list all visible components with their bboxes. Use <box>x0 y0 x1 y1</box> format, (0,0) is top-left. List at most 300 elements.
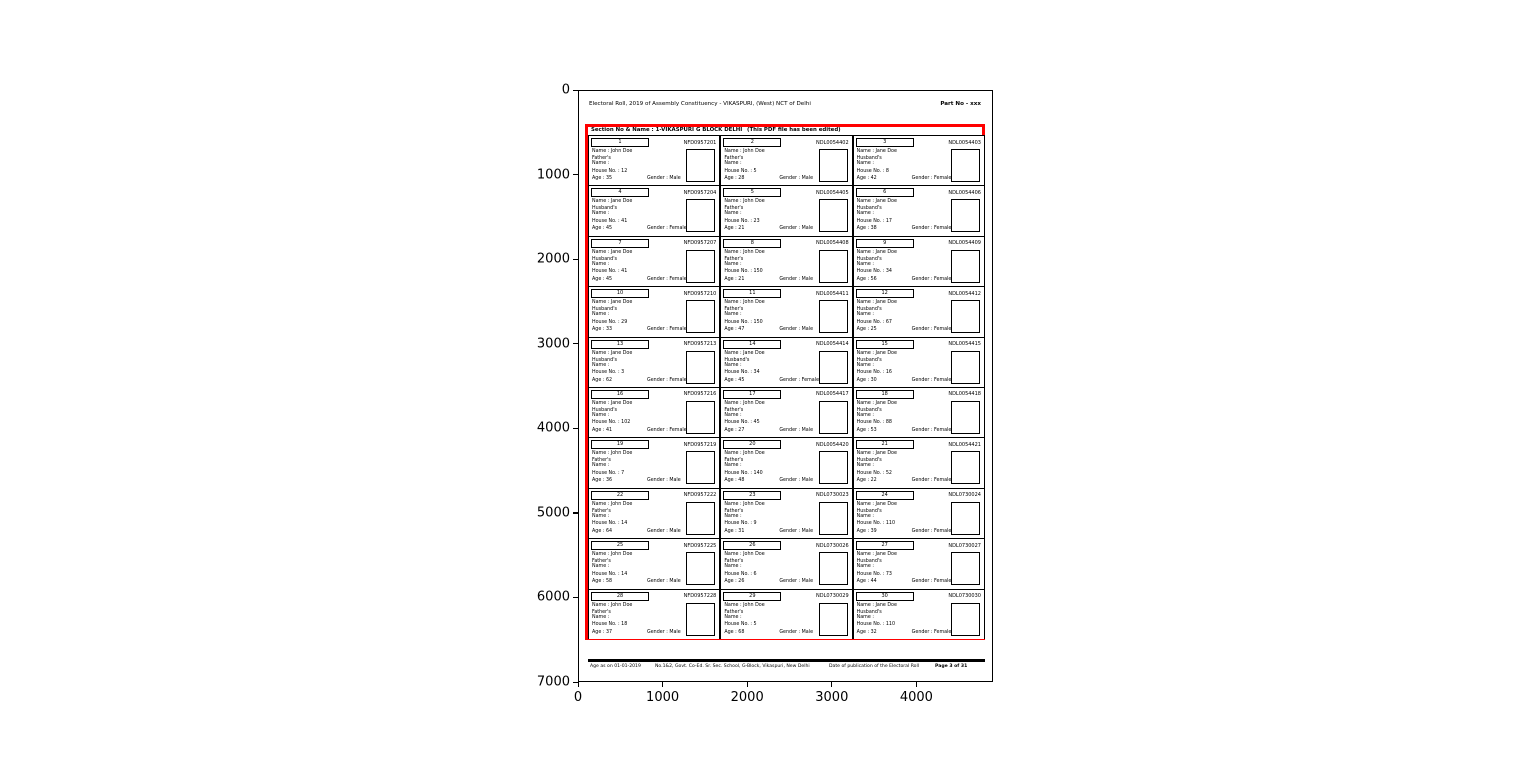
part-number: Part No - xxx <box>940 101 981 107</box>
voter-gender: Gender : Female <box>647 276 687 282</box>
voter-name: Name : Jane Doe <box>724 350 765 356</box>
photo-box <box>819 401 848 434</box>
relation-name-label: Name : <box>724 161 742 166</box>
relation-name-label: Name : <box>856 412 874 418</box>
voter-card <box>720 186 852 235</box>
relation-name-label: Name : <box>724 412 742 418</box>
relation-label: Father's <box>724 458 744 464</box>
voter-card <box>720 489 852 538</box>
serial-number-box: 6 <box>856 188 914 197</box>
voter-age: Age : 25 <box>856 327 877 333</box>
relation-label: Husband's <box>856 458 882 464</box>
relation-label: Husband's <box>592 256 618 262</box>
photo-box <box>951 603 980 636</box>
house-number: House No. : 150 <box>724 269 763 275</box>
epic-number: NDL0730027 <box>948 542 981 549</box>
document-title: Electoral Roll, 2019 of Assembly Constituency - VIKASPURI, (West) NCT of Delhi <box>589 101 811 107</box>
photo-box <box>951 502 980 535</box>
relation-name-label: Name : <box>592 513 610 519</box>
voter-gender: Gender : Male <box>779 629 814 635</box>
epic-number: NDL0730029 <box>816 593 849 600</box>
photo-box <box>951 351 980 384</box>
voter-name: Name : John Doe <box>724 300 765 306</box>
voter-gender: Gender : Male <box>779 478 814 484</box>
serial-number-box: 24 <box>856 491 914 500</box>
house-number: House No. : 140 <box>724 470 763 476</box>
voter-card <box>720 287 852 336</box>
serial-number-box: 9 <box>856 239 914 248</box>
epic-number: NDL0054421 <box>948 441 981 448</box>
house-number: House No. : 88 <box>856 420 892 426</box>
voter-gender: Gender : Female <box>911 528 952 534</box>
x-tick-label: 1000 <box>646 690 680 705</box>
voter-card <box>720 438 852 487</box>
voter-age: Age : 45 <box>592 276 613 282</box>
relation-name-label: Name : <box>724 564 742 570</box>
voter-card <box>853 388 985 437</box>
relation-name-label: Name : <box>592 312 610 318</box>
serial-number-box: 28 <box>591 592 649 601</box>
voter-age: Age : 44 <box>856 579 877 585</box>
serial-number-box: 8 <box>723 239 781 248</box>
voter-card <box>588 136 720 185</box>
relation-label: Father's <box>724 156 744 161</box>
serial-number-box: 17 <box>723 390 781 399</box>
voter-name: Name : John Doe <box>724 149 765 154</box>
house-number: House No. : 9 <box>724 521 757 527</box>
photo-box <box>819 250 848 283</box>
voter-gender: Gender : Female <box>647 226 687 232</box>
footer-polling-station: No.1&2, Govt. Co-Ed. Sr. Sec. School, G-Block, Vikaspuri, New Delhi <box>655 664 810 669</box>
voter-age: Age : 58 <box>592 579 613 585</box>
voter-card <box>720 136 852 185</box>
photo-box <box>686 300 715 333</box>
voter-card <box>853 438 985 487</box>
voter-age: Age : 36 <box>592 478 613 484</box>
house-number: House No. : 12 <box>592 168 628 174</box>
voter-name: Name : Jane Doe <box>856 501 897 507</box>
house-number: House No. : 67 <box>856 319 892 325</box>
voter-name: Name : Jane Doe <box>856 350 897 356</box>
photo-box <box>686 401 715 434</box>
serial-number-box: 29 <box>723 592 781 601</box>
epic-number: NDL0054417 <box>816 391 849 398</box>
epic-number: NDL0054414 <box>816 341 849 348</box>
voter-age: Age : 30 <box>856 377 877 383</box>
edited-note: (This PDF file has been edited) <box>747 127 841 133</box>
voter-age: Age : 38 <box>856 226 877 232</box>
x-tick-mark <box>662 682 663 687</box>
serial-number-box: 15 <box>856 340 914 349</box>
voter-age: Age : 26 <box>724 579 745 585</box>
voter-name: Name : John Doe <box>724 501 765 507</box>
relation-label: Father's <box>724 206 744 212</box>
serial-number-box: 30 <box>856 592 914 601</box>
voter-card <box>853 136 985 185</box>
y-tick-label: 1000 <box>536 167 570 183</box>
section-header: Section No & Name : 1-VIKASPURI G BLOCK DELHI <box>591 127 743 133</box>
photo-box <box>819 502 848 535</box>
voter-gender: Gender : Male <box>647 528 681 534</box>
voter-age: Age : 21 <box>724 276 745 282</box>
epic-number: NDL0054418 <box>948 391 981 398</box>
relation-label: Husband's <box>856 206 882 212</box>
relation-name-label: Name : <box>724 362 742 368</box>
voter-name: Name : Jane Doe <box>856 451 897 457</box>
relation-name-label: Name : <box>592 261 610 267</box>
epic-number: NDL0054408 <box>816 240 849 247</box>
relation-label: Father's <box>592 156 611 161</box>
relation-label: Father's <box>592 559 611 565</box>
photo-box <box>951 401 980 434</box>
house-number: House No. : 41 <box>592 218 628 224</box>
house-number: House No. : 5 <box>724 622 757 628</box>
voter-age: Age : 35 <box>592 176 613 181</box>
x-tick-mark <box>747 682 748 687</box>
voter-gender: Gender : Male <box>779 427 814 433</box>
voter-name: Name : Jane Doe <box>592 249 633 255</box>
house-number: House No. : 17 <box>856 218 892 224</box>
house-number: House No. : 34 <box>724 370 760 376</box>
voter-name: Name : Jane Doe <box>856 300 897 306</box>
photo-box <box>686 149 715 182</box>
voter-card <box>588 388 720 437</box>
voter-card <box>853 237 985 286</box>
relation-name-label: Name : <box>724 261 742 267</box>
voter-age: Age : 28 <box>724 176 745 181</box>
relation-label: Father's <box>724 256 744 262</box>
epic-number: NFD0957228 <box>683 593 717 600</box>
voter-age: Age : 33 <box>592 327 613 333</box>
relation-label: Father's <box>592 458 611 464</box>
voter-age: Age : 45 <box>724 377 745 383</box>
voter-gender: Gender : Male <box>779 176 814 181</box>
relation-name-label: Name : <box>592 564 610 570</box>
relation-label: Father's <box>724 559 744 565</box>
voter-name: Name : Jane Doe <box>856 602 897 608</box>
relation-name-label: Name : <box>724 312 742 318</box>
voter-card <box>853 186 985 235</box>
photo-box <box>819 451 848 484</box>
voter-card <box>588 287 720 336</box>
relation-name-label: Name : <box>592 463 610 469</box>
voter-name: Name : John Doe <box>724 451 765 457</box>
voter-gender: Gender : Female <box>779 377 820 383</box>
relation-label: Husband's <box>856 307 882 313</box>
voter-age: Age : 48 <box>724 478 745 484</box>
relation-label: Husband's <box>724 357 750 363</box>
relation-name-label: Name : <box>856 362 874 368</box>
house-number: House No. : 34 <box>856 269 892 275</box>
photo-box <box>951 149 980 182</box>
serial-number-box: 21 <box>856 440 914 449</box>
voter-card <box>588 338 720 387</box>
voter-name: Name : Jane Doe <box>592 350 633 356</box>
voter-name: Name : Jane Doe <box>856 149 897 154</box>
voter-name: Name : John Doe <box>592 552 633 558</box>
serial-number-box: 18 <box>856 390 914 399</box>
voter-gender: Gender : Male <box>779 327 814 333</box>
epic-number: NDL0054402 <box>816 139 849 146</box>
voter-age: Age : 27 <box>724 427 745 433</box>
house-number: House No. : 41 <box>592 269 628 275</box>
voter-gender: Gender : Male <box>647 579 681 585</box>
photo-box <box>819 603 848 636</box>
epic-number: NDL0054415 <box>948 341 981 348</box>
photo-box <box>686 250 715 283</box>
voter-name: Name : John Doe <box>724 552 765 558</box>
voter-gender: Gender : Male <box>779 528 814 534</box>
card-row <box>588 387 985 437</box>
voter-name: Name : Jane Doe <box>856 199 897 205</box>
voter-name: Name : Jane Doe <box>856 249 897 255</box>
y-tick-label: 2000 <box>536 251 570 267</box>
house-number: House No. : 5 <box>724 168 757 174</box>
voter-age: Age : 62 <box>592 377 613 383</box>
voter-card <box>853 287 985 336</box>
serial-number-box: 1 <box>591 138 649 147</box>
photo-box <box>686 199 715 232</box>
photo-box <box>686 502 715 535</box>
card-row <box>588 236 985 286</box>
relation-label: Husband's <box>592 307 618 313</box>
photo-box <box>686 451 715 484</box>
house-number: House No. : 150 <box>724 319 763 325</box>
relation-label: Husband's <box>856 357 882 363</box>
relation-name-label: Name : <box>724 211 742 217</box>
house-number: House No. : 110 <box>856 622 895 628</box>
y-tick-label: 6000 <box>536 589 570 605</box>
voter-card <box>720 590 852 639</box>
relation-name-label: Name : <box>592 614 610 620</box>
voter-name: Name : John Doe <box>592 501 633 507</box>
house-number: House No. : 102 <box>592 420 631 426</box>
serial-number-box: 2 <box>723 138 781 147</box>
epic-number: NFD0957216 <box>683 391 717 398</box>
x-tick-label: 3000 <box>815 690 849 705</box>
epic-number: NDL0054409 <box>948 240 981 247</box>
voter-card <box>588 590 720 639</box>
house-number: House No. : 3 <box>592 370 625 376</box>
epic-number: NDL0730026 <box>816 542 849 549</box>
voter-gender: Gender : Female <box>911 629 952 635</box>
relation-name-label: Name : <box>724 614 742 620</box>
voter-name: Name : Jane Doe <box>856 400 897 406</box>
house-number: House No. : 14 <box>592 571 628 577</box>
voter-name: Name : John Doe <box>592 451 633 457</box>
photo-box <box>951 250 980 283</box>
x-tick-mark <box>916 682 917 687</box>
serial-number-box: 20 <box>723 440 781 449</box>
serial-number-box: 7 <box>591 239 649 248</box>
voter-age: Age : 47 <box>724 327 745 333</box>
relation-label: Husband's <box>856 156 882 161</box>
y-tick-label: 5000 <box>536 505 570 521</box>
house-number: House No. : 18 <box>592 622 628 628</box>
voter-name: Name : John Doe <box>724 602 765 608</box>
serial-number-box: 3 <box>856 138 914 147</box>
plot-area <box>578 90 993 682</box>
epic-number: NDL0730023 <box>816 492 849 499</box>
relation-name-label: Name : <box>856 261 874 267</box>
voter-gender: Gender : Male <box>779 579 814 585</box>
epic-number: NDL0730030 <box>948 593 981 600</box>
footer-divider <box>588 659 985 662</box>
house-number: House No. : 6 <box>724 571 757 577</box>
relation-name-label: Name : <box>592 161 610 166</box>
house-number: House No. : 29 <box>592 319 628 325</box>
voter-age: Age : 32 <box>856 629 877 635</box>
serial-number-box: 16 <box>591 390 649 399</box>
voter-name: Name : Jane Doe <box>592 199 633 205</box>
voter-age: Age : 45 <box>592 226 613 232</box>
relation-name-label: Name : <box>856 564 874 570</box>
relation-name-label: Name : <box>856 463 874 469</box>
house-number: House No. : 16 <box>856 370 892 376</box>
voter-name: Name : Jane Doe <box>592 300 633 306</box>
voter-name: Name : John Doe <box>724 249 765 255</box>
epic-number: NFD0957213 <box>683 341 717 348</box>
footer-age-note: Age as on 01-01-2019 <box>590 664 641 669</box>
footer-publication-date: Date of publication of the Electoral Roll <box>829 664 920 669</box>
voter-card <box>720 539 852 588</box>
voter-gender: Gender : Female <box>911 226 952 232</box>
epic-number: NFD0957222 <box>683 492 717 499</box>
epic-number: NFD0957210 <box>683 290 717 297</box>
serial-number-box: 25 <box>591 541 649 550</box>
epic-number: NDL0054412 <box>948 290 981 297</box>
y-tick-label: 0 <box>561 82 570 98</box>
house-number: House No. : 14 <box>592 521 628 527</box>
voter-name: Name : John Doe <box>592 149 633 154</box>
photo-box <box>686 351 715 384</box>
photo-box <box>819 300 848 333</box>
serial-number-box: 11 <box>723 289 781 298</box>
epic-number: NDL0054405 <box>816 189 849 196</box>
voter-card <box>720 237 852 286</box>
serial-number-box: 13 <box>591 340 649 349</box>
card-row <box>588 135 985 185</box>
voter-gender: Gender : Male <box>647 478 681 484</box>
card-row <box>588 437 985 487</box>
epic-number: NFD0957219 <box>683 441 717 448</box>
voter-gender: Gender : Female <box>911 377 952 383</box>
photo-box <box>686 603 715 636</box>
x-tick-label: 2000 <box>730 690 764 705</box>
relation-label: Father's <box>592 609 611 615</box>
voter-gender: Gender : Male <box>647 629 681 635</box>
x-tick-label: 4000 <box>899 690 933 705</box>
serial-number-box: 27 <box>856 541 914 550</box>
voter-gender: Gender : Female <box>911 327 952 333</box>
y-tick-label: 7000 <box>536 674 570 690</box>
relation-name-label: Name : <box>592 362 610 368</box>
voter-card <box>588 489 720 538</box>
voter-gender: Gender : Female <box>647 327 687 333</box>
photo-box <box>686 552 715 585</box>
relation-name-label: Name : <box>856 513 874 519</box>
relation-name-label: Name : <box>856 312 874 318</box>
photo-box <box>951 552 980 585</box>
footer-page-number: Page 3 of 31 <box>935 664 968 669</box>
epic-number: NDL0054406 <box>948 189 981 196</box>
voter-age: Age : 21 <box>724 226 745 232</box>
voter-age: Age : 53 <box>856 427 877 433</box>
serial-number-box: 5 <box>723 188 781 197</box>
voter-gender: Gender : Female <box>911 579 952 585</box>
relation-name-label: Name : <box>856 161 874 166</box>
epic-number: NFD0957225 <box>683 542 717 549</box>
serial-number-box: 26 <box>723 541 781 550</box>
card-row <box>588 337 985 387</box>
y-tick-label: 4000 <box>536 420 570 436</box>
voter-name: Name : John Doe <box>724 199 765 205</box>
relation-label: Husband's <box>856 407 882 413</box>
relation-label: Husband's <box>592 407 618 413</box>
voter-age: Age : 64 <box>592 528 613 534</box>
voter-card <box>588 237 720 286</box>
house-number: House No. : 7 <box>592 470 625 476</box>
serial-number-box: 22 <box>591 491 649 500</box>
voter-gender: Gender : Female <box>911 276 952 282</box>
voter-age: Age : 22 <box>856 478 877 484</box>
photo-box <box>951 451 980 484</box>
voter-card <box>588 186 720 235</box>
voter-gender: Gender : Female <box>911 176 952 181</box>
y-tick-label: 3000 <box>536 336 570 352</box>
serial-number-box: 12 <box>856 289 914 298</box>
serial-number-box: 23 <box>723 491 781 500</box>
photo-box <box>951 199 980 232</box>
voter-gender: Gender : Female <box>911 478 952 484</box>
photo-box <box>819 149 848 182</box>
card-row <box>588 286 985 336</box>
serial-number-box: 10 <box>591 289 649 298</box>
serial-number-box: 4 <box>591 188 649 197</box>
relation-label: Father's <box>592 508 611 514</box>
relation-name-label: Name : <box>856 614 874 620</box>
epic-number: NFD0957207 <box>683 240 717 247</box>
relation-label: Husband's <box>592 206 618 212</box>
voter-age: Age : 68 <box>724 629 745 635</box>
serial-number-box: 14 <box>723 340 781 349</box>
epic-number: NDL0730024 <box>948 492 981 499</box>
photo-box <box>819 199 848 232</box>
house-number: House No. : 110 <box>856 521 895 527</box>
photo-box <box>819 351 848 384</box>
house-number: House No. : 8 <box>856 168 889 174</box>
voter-name: Name : John Doe <box>724 400 765 406</box>
voter-gender: Gender : Female <box>911 427 952 433</box>
epic-number: NDL0054420 <box>816 441 849 448</box>
voter-card <box>853 590 985 639</box>
voter-age: Age : 42 <box>856 176 877 181</box>
house-number: House No. : 52 <box>856 470 892 476</box>
voter-card <box>720 388 852 437</box>
voter-gender: Gender : Male <box>779 226 814 232</box>
voter-name: Name : Jane Doe <box>592 400 633 406</box>
x-tick-label: 0 <box>573 690 583 705</box>
voter-card <box>588 438 720 487</box>
relation-name-label: Name : <box>724 463 742 469</box>
photo-box <box>819 552 848 585</box>
relation-label: Father's <box>724 508 744 514</box>
house-number: House No. : 73 <box>856 571 892 577</box>
voter-name: Name : John Doe <box>592 602 633 608</box>
photo-box <box>951 300 980 333</box>
x-tick-mark <box>831 682 832 687</box>
relation-label: Husband's <box>856 508 882 514</box>
